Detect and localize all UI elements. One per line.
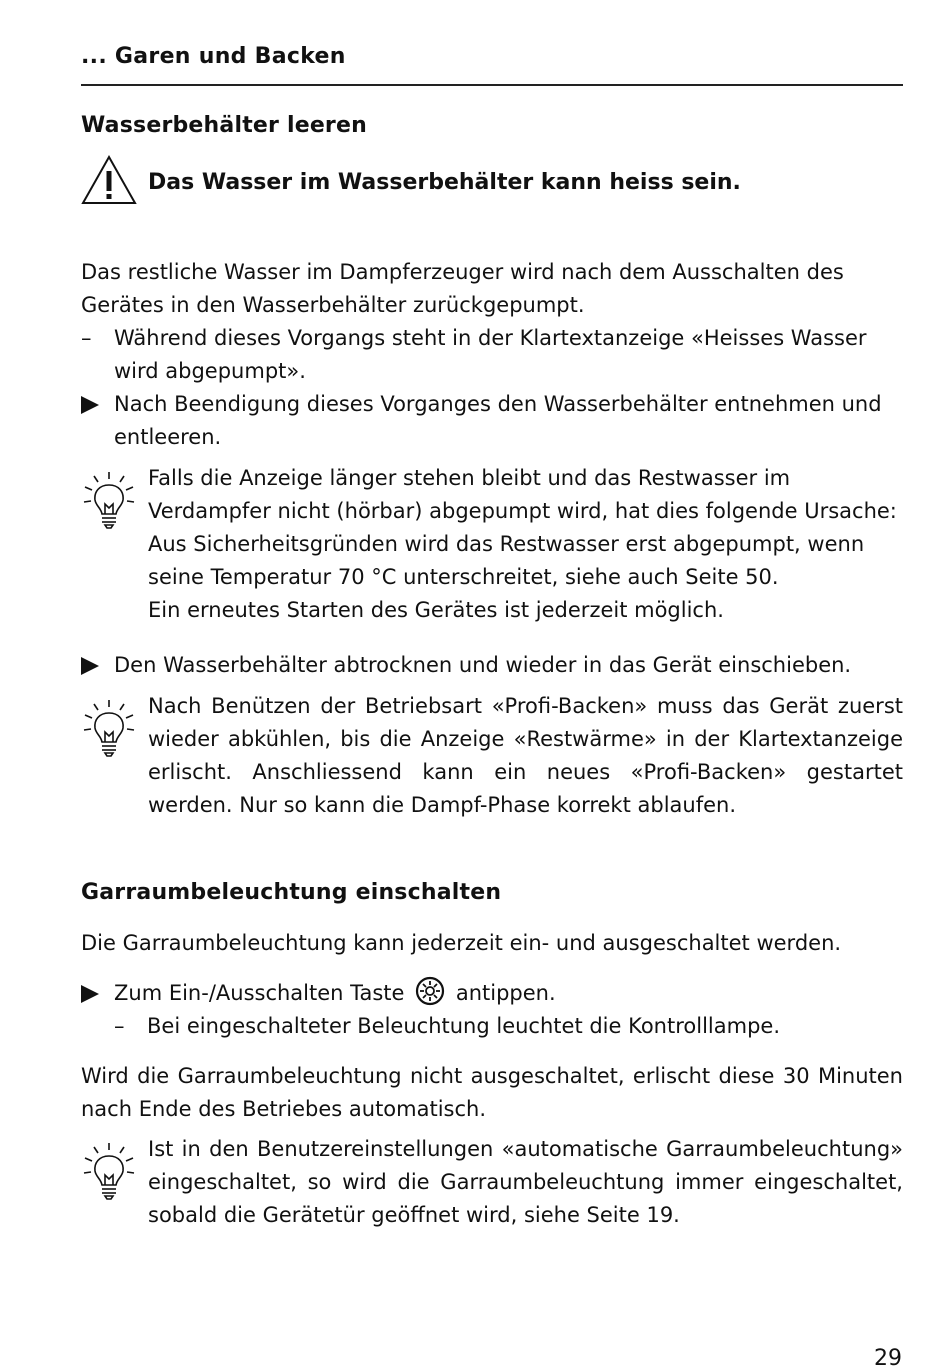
- step-text-after: antippen.: [455, 981, 556, 1005]
- dash-marker: –: [81, 326, 92, 350]
- step-item: [81, 388, 903, 454]
- warning-triangle-icon: [81, 154, 137, 206]
- dash-list-item: [81, 322, 903, 388]
- step-text: Nach Beendigung dieses Vorganges den Wasserbehälter entnehmen und entleeren.: [114, 392, 882, 449]
- auto-off-paragraph: Wird die Garraumbeleuchtung nicht ausgeschaltet, erlischt diese 30 Minuten nach Ende des Betriebes automatisch.: [81, 1064, 903, 1121]
- section-heading-garraumbeleuchtung: Garraumbeleuchtung einschalten: [81, 880, 502, 905]
- intro-paragraph: Das restliche Wasser im Dampferzeuger wird nach dem Ausschalten des Gerätes in den Wasserbehälter zurückgepumpt.: [81, 260, 844, 317]
- intro-paragraph: Die Garraumbeleuchtung kann jederzeit ein- und ausgeschaltet werden.: [81, 931, 842, 955]
- step-item: [81, 649, 903, 682]
- step-item: [81, 977, 903, 1010]
- tip-note-1: [148, 462, 903, 627]
- dash-item-text: Während dieses Vorgangs steht in der Klartextanzeige «Heisses Wasser wird abgepumpt».: [114, 326, 867, 383]
- step-arrow-icon: [81, 649, 111, 685]
- tip-note-2: Nach Benützen der Betriebsart «Profi-Backen» muss das Gerät zuerst wieder abkühlen, bis die Anzeige «Restwärme» in der Klartextanzeige erlischt. Anschliessend kann ein neues «Profi-Backen» gestartet werden. Nur so kann die Dampf-Phase korrekt ablaufen.: [148, 694, 903, 817]
- running-header: ... Garen und Backen: [81, 44, 346, 69]
- step-text-before: Zum Ein-/Ausschalten Taste: [114, 981, 405, 1005]
- light-key-icon: [415, 976, 445, 1006]
- dash-marker: –: [114, 1014, 125, 1038]
- warning-text: Das Wasser im Wasserbehälter kann heiss sein.: [148, 170, 741, 195]
- lightbulb-icon: [81, 1141, 137, 1201]
- step-text: Den Wasserbehälter abtrocknen und wieder in das Gerät einschieben.: [114, 653, 852, 677]
- tip-line: Falls die Anzeige länger stehen bleibt und das Restwasser im Verdampfer nicht (hörbar) abgepumpt wird, hat dies folgende Ursache:: [148, 466, 897, 523]
- page-number: 29: [874, 1346, 902, 1371]
- step-arrow-icon: [81, 977, 111, 1013]
- step-arrow-icon: [81, 388, 111, 424]
- tip-line: Ein erneutes Starten des Gerätes ist jederzeit möglich.: [148, 598, 724, 622]
- lightbulb-icon: [81, 698, 137, 758]
- tip-note-3: Ist in den Benutzereinstellungen «automatische Garraumbeleuchtung» eingeschaltet, so wird die Garraumbeleuchtung immer eingeschaltet, sobald die Gerätetür geöffnet wird, siehe Seite 19.: [148, 1137, 903, 1227]
- tip-line: Aus Sicherheitsgründen wird das Restwasser erst abgepumpt, wenn seine Temperatur 70 °C unterschreitet, siehe auch Seite 50.: [148, 532, 865, 589]
- section-heading-wasserbehaelter: Wasserbehälter leeren: [81, 113, 367, 138]
- dash-list-item: [114, 1010, 903, 1043]
- header-rule: [81, 84, 903, 86]
- dash-item-text: Bei eingeschalteter Beleuchtung leuchtet die Kontrolllampe.: [147, 1014, 781, 1038]
- lightbulb-icon: [81, 470, 137, 530]
